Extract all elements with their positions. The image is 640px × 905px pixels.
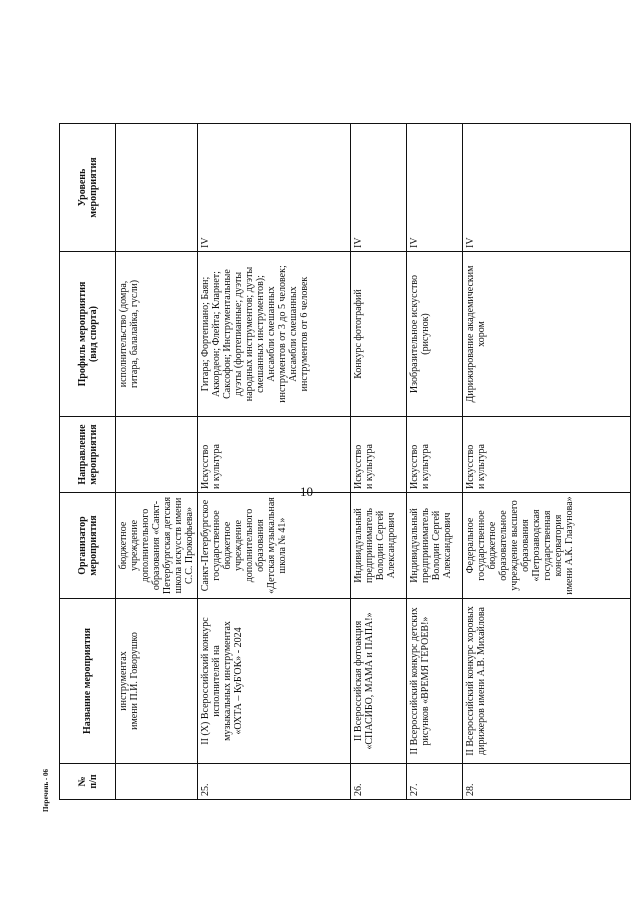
cell-level: IV <box>463 124 631 252</box>
table-row <box>407 124 463 800</box>
cell-num <box>116 764 198 800</box>
cell-num: 25. <box>198 764 351 800</box>
cell-organizer: Индивидуальный предприниматель Володин Сергей Александрович <box>351 493 407 599</box>
header-profile: Профиль мероприятия (вид спорта) <box>60 252 116 417</box>
cell-organizer: Федеральное государственное бюджетное образовательное учреждение высшего образования «Петрозаводская государственная консерватория имени А.К. Глазунова» <box>463 493 631 599</box>
cell-level: IV <box>198 124 351 252</box>
header-direction: Направление мероприятия <box>60 417 116 493</box>
cell-profile: Конкурс фотографий <box>351 252 407 417</box>
table-row <box>198 124 351 800</box>
table-row-continued <box>116 124 198 800</box>
cell-organizer: Индивидуальный предприниматель Володин Сергей Александрович <box>407 493 463 599</box>
cell-profile: Изобразительное искусство (рисунок) <box>407 252 463 417</box>
header-num: № п/п <box>60 764 116 800</box>
cell-profile: исполнительство (домра, гитара, балалайка, гусли) <box>116 252 198 417</box>
cell-organizer: Санкт-Петербургское государственное бюджетное учреждение дополнительного образования «Детская музыкальная школа № 41» <box>198 493 351 599</box>
document-table-rotated <box>59 124 626 800</box>
cell-level <box>116 124 198 252</box>
cell-num: 26. <box>351 764 407 800</box>
header-organizer: Организатор мероприятия <box>60 493 116 599</box>
cell-level: IV <box>407 124 463 252</box>
cell-name: II Всероссийский конкурс детских рисунков «ВРЕМЯ ГЕРОЕВ!» <box>407 599 463 764</box>
events-table <box>59 123 631 800</box>
header-level: Уровень мероприятия <box>60 124 116 252</box>
header-name: Название мероприятия <box>60 599 116 764</box>
table-row <box>463 124 631 800</box>
page-number: 10 <box>300 484 313 499</box>
cell-name: инструментах имени П.И. Говорушко <box>116 599 198 764</box>
cell-direction <box>116 417 198 493</box>
cell-direction: Искусство и культура <box>463 417 631 493</box>
footer-mark: Перечень - 06 <box>42 769 50 812</box>
table-row <box>351 124 407 800</box>
cell-name: II Всероссийская фотоакция «СПАСИБО, МАМА и ПАПА!» <box>351 599 407 764</box>
cell-name: II Всероссийский конкурс хоровых дирижеров имени А.В. Михайлова <box>463 599 631 764</box>
cell-name: II (X) Всероссийский конкурс исполнителей на музыкальных инструментах «ОХТА – КуБ'ОК» - 2024 <box>198 599 351 764</box>
cell-organizer: бюджетное учреждение дополнительного образования «Санкт- Петербургская детская школа искусств имени С.С. Прокофьева» <box>116 493 198 599</box>
cell-direction: Искусство и культура <box>407 417 463 493</box>
cell-num: 28. <box>463 764 631 800</box>
table-header-row <box>60 124 116 800</box>
cell-direction: Искусство и культура <box>198 417 351 493</box>
cell-direction: Искусство и культура <box>351 417 407 493</box>
cell-num: 27. <box>407 764 463 800</box>
cell-profile: Гитара; Фортепиано; Баян; Аккордеон; Флейта; Кларнет; Саксофон; Инструментальные дуэты (фортепианные; дуэты народных инструментов; дуэты смешанных инструментов); Ансамбли смешанных инструментов от 3 до 5 человек; Ансамбли смешанных инструментов от 6 человек <box>198 252 351 417</box>
cell-level: IV <box>351 124 407 252</box>
cell-profile: Дирижирование академическим хором <box>463 252 631 417</box>
